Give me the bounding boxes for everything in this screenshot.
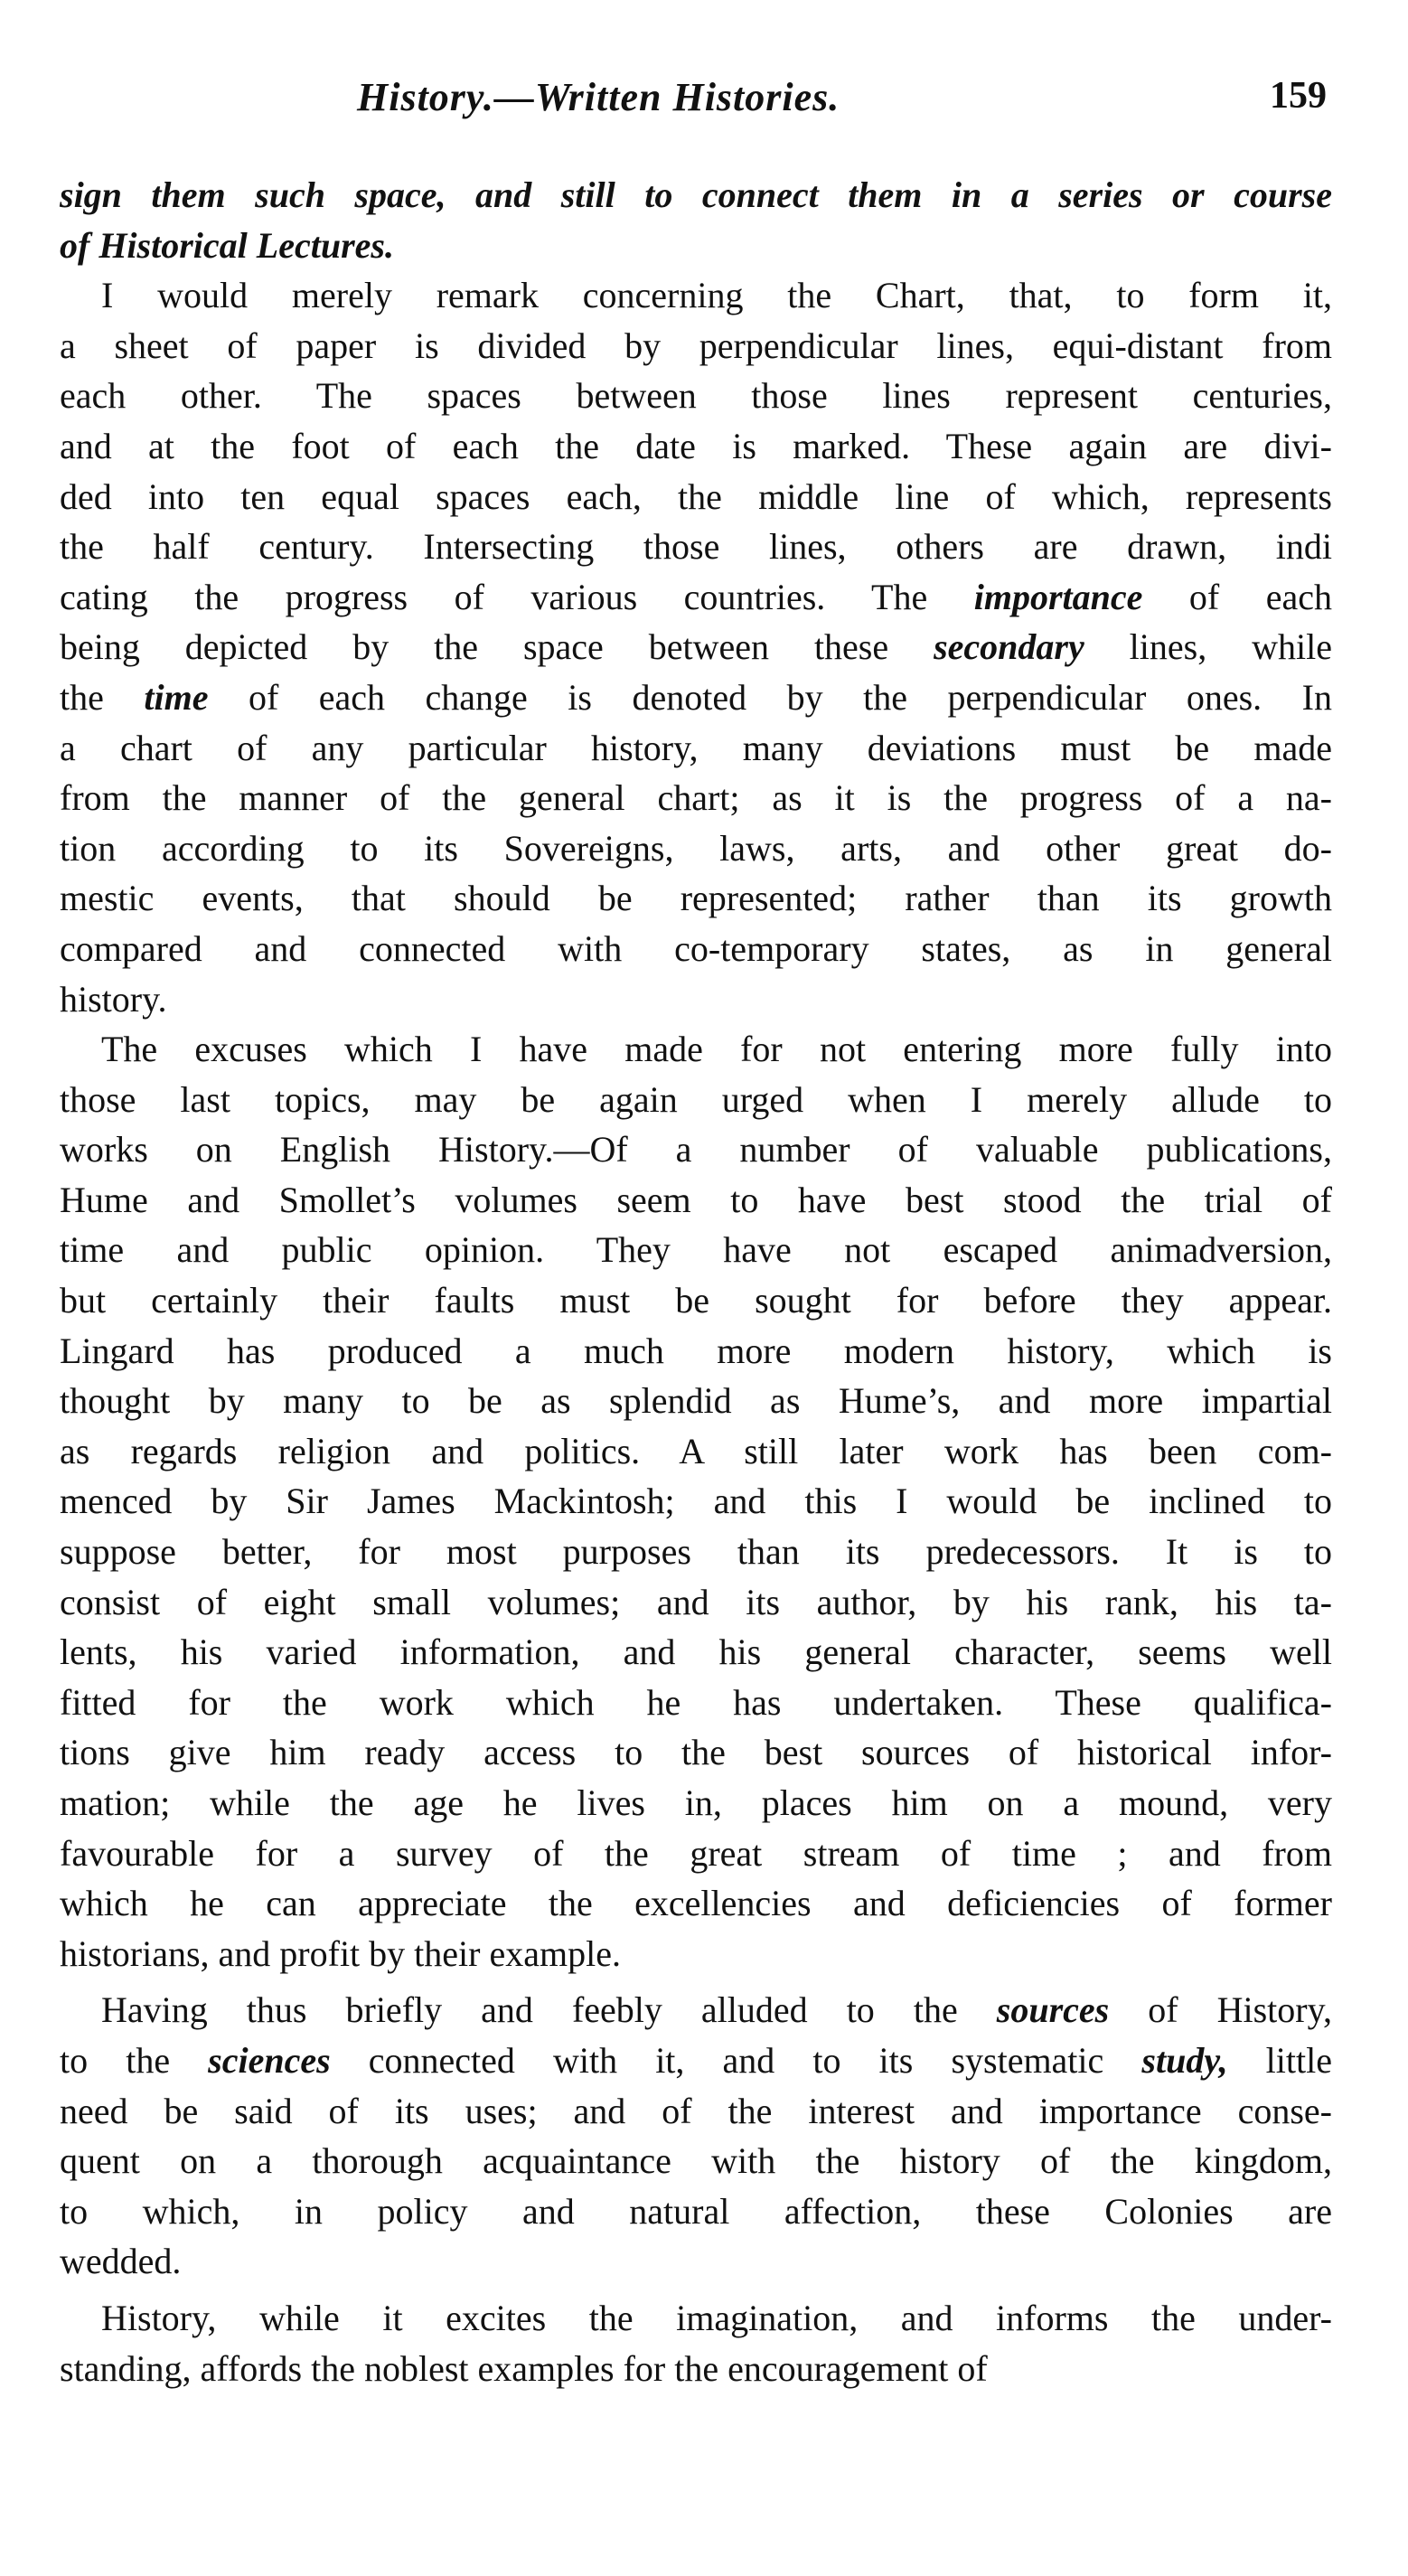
text-line — [60, 1878, 1332, 1929]
line-text: standing, affords the noblest examples for the encouragement of — [60, 2347, 988, 2389]
text-line — [60, 1476, 1332, 1527]
page-number: 159 — [1270, 75, 1327, 117]
text-line — [60, 421, 1332, 472]
line-text: cating the progress of various countries. The — [60, 576, 974, 617]
text-line — [60, 2236, 1332, 2287]
text-line — [60, 723, 1332, 774]
text-line — [60, 1778, 1332, 1829]
line-text: time and public opinion. They have not escaped animadversion, — [60, 1229, 1332, 1271]
text-line — [60, 1985, 1332, 2035]
text-line — [60, 672, 1332, 723]
text-line — [60, 622, 1332, 672]
text-line — [60, 1829, 1332, 1879]
line-text: Having thus briefly and feebly alluded to the — [101, 1989, 997, 2031]
text-line — [60, 472, 1332, 522]
italic-text: secondary — [934, 626, 1084, 668]
italic-text: of Historical Lectures. — [60, 224, 394, 266]
text-line — [60, 2086, 1332, 2137]
line-text: those last topics, may be again urged when I merely allude to — [60, 1078, 1332, 1120]
text-line — [60, 572, 1332, 623]
line-text: of History, — [1109, 1989, 1332, 2031]
text-line — [60, 1929, 1332, 1979]
line-text: mation; while the age he lives in, places him on a mound, very — [60, 1782, 1332, 1823]
paragraph — [60, 170, 1332, 270]
line-text: the half century. Intersecting those lines, others are drawn, indi — [60, 526, 1332, 568]
text-line — [60, 371, 1332, 421]
line-text: of each change is denoted by the perpendicular ones. In — [208, 676, 1332, 718]
text-line — [60, 1678, 1332, 1728]
text-line — [60, 974, 1332, 1025]
text-line — [60, 1376, 1332, 1426]
text-line — [60, 1124, 1332, 1175]
text-line — [60, 2035, 1332, 2086]
text-line — [60, 1627, 1332, 1678]
body-text — [60, 170, 1332, 2393]
line-text: to the — [60, 2039, 209, 2081]
line-text: each other. The spaces between those lines represent centuries, — [60, 375, 1332, 417]
line-text: lines, while — [1084, 626, 1332, 668]
line-text: to which, in policy and natural affection, these Colonies are — [60, 2190, 1332, 2232]
line-text: works on English History.—Of a number of valuable publications, — [60, 1129, 1332, 1170]
line-text: from the manner of the general chart; as it is the progress of a na- — [60, 777, 1332, 819]
text-line — [60, 170, 1332, 221]
text-line — [60, 321, 1332, 371]
line-text: quent on a thorough acquaintance with the history of the kingdom, — [60, 2140, 1332, 2182]
text-line — [60, 1527, 1332, 1577]
line-text: Lingard has produced a much more modern history, which is — [60, 1330, 1332, 1371]
line-text: Hume and Smollet’s volumes seem to have best stood the trial of — [60, 1179, 1332, 1220]
italic-text: sciences — [208, 2039, 331, 2081]
text-line — [60, 221, 1332, 271]
text-line — [60, 2186, 1332, 2237]
text-line — [60, 1727, 1332, 1778]
line-text: mestic events, that should be represented; rather than its growth — [60, 878, 1332, 919]
line-text: compared and connected with co-temporary states, as in general — [60, 927, 1332, 969]
text-line — [60, 1275, 1332, 1326]
line-text: being depicted by the space between these — [60, 626, 934, 668]
text-line — [60, 873, 1332, 924]
text-line — [60, 773, 1332, 823]
line-text: fitted for the work which he has undertaken. These qualifica- — [60, 1681, 1332, 1723]
line-text: but certainly their faults must be sought for before they appear. — [60, 1280, 1332, 1321]
italic-text: sources — [996, 1989, 1110, 2031]
paragraph — [60, 270, 1332, 1024]
italic-text: time — [144, 676, 209, 718]
line-text: tion according to its Sovereigns, laws, arts, and other great do- — [60, 827, 1332, 869]
line-text: historians, and profit by their example. — [60, 1932, 621, 1974]
text-line — [60, 823, 1332, 874]
text-line — [60, 270, 1332, 321]
line-text: connected with it, and to its systematic — [330, 2039, 1142, 2081]
line-text: menced by Sir James Mackintosh; and this I would be inclined to — [60, 1481, 1332, 1522]
text-line — [60, 1577, 1332, 1628]
line-text: the — [60, 676, 145, 718]
line-text: and at the foot of each the date is marked. These again are divi- — [60, 425, 1332, 466]
line-text: which he can appreciate the excellencies and deficiencies of former — [60, 1883, 1332, 1924]
page-header — [0, 74, 1408, 128]
line-text: of each — [1142, 576, 1332, 617]
line-text: ded into ten equal spaces each, the middle line of which, represents — [60, 475, 1332, 517]
text-line — [60, 1024, 1332, 1075]
paragraph — [60, 2293, 1332, 2393]
line-text: wedded. — [60, 2241, 182, 2282]
line-text: tions give him ready access to the best sources of historical infor- — [60, 1732, 1332, 1773]
text-line — [60, 522, 1332, 572]
text-line — [60, 1326, 1332, 1377]
italic-text: sign them such space, and still to connect them in a series or course — [60, 174, 1332, 215]
text-line — [60, 2293, 1332, 2344]
text-line — [60, 924, 1332, 974]
running-head: History.—Written Histories. — [357, 75, 840, 119]
line-text: thought by many to be as splendid as Hume’s, and more impartial — [60, 1380, 1332, 1422]
text-line — [60, 2344, 1332, 2394]
text-line — [60, 1075, 1332, 1125]
text-line — [60, 1175, 1332, 1226]
line-text: history. — [60, 978, 167, 1020]
text-line — [60, 2136, 1332, 2186]
text-line — [60, 1426, 1332, 1477]
paragraph — [60, 1985, 1332, 2287]
line-text: a sheet of paper is divided by perpendicular lines, equi-distant from — [60, 324, 1332, 366]
line-text: suppose better, for most purposes than its predecessors. It is to — [60, 1531, 1332, 1573]
italic-text: importance — [973, 576, 1143, 617]
line-text: lents, his varied information, and his general character, seems well — [60, 1631, 1332, 1673]
paragraph — [60, 1024, 1332, 1979]
line-text: I would merely remark concerning the Chart, that, to form it, — [101, 275, 1332, 316]
line-text: need be said of its uses; and of the interest and importance conse- — [60, 2090, 1332, 2131]
line-text: consist of eight small volumes; and its author, by his rank, his ta- — [60, 1581, 1332, 1622]
italic-text: study, — [1141, 2039, 1228, 2081]
line-text: History, while it excites the imagination, and informs the under- — [101, 2297, 1332, 2338]
line-text: favourable for a survey of the great stream of time ; and from — [60, 1832, 1332, 1874]
line-text: a chart of any particular history, many deviations must be made — [60, 727, 1332, 768]
line-text: The excuses which I have made for not entering more fully into — [101, 1029, 1332, 1070]
line-text: little — [1227, 2039, 1333, 2081]
text-line — [60, 1225, 1332, 1275]
line-text: as regards religion and politics. A still later work has been com- — [60, 1430, 1332, 1471]
